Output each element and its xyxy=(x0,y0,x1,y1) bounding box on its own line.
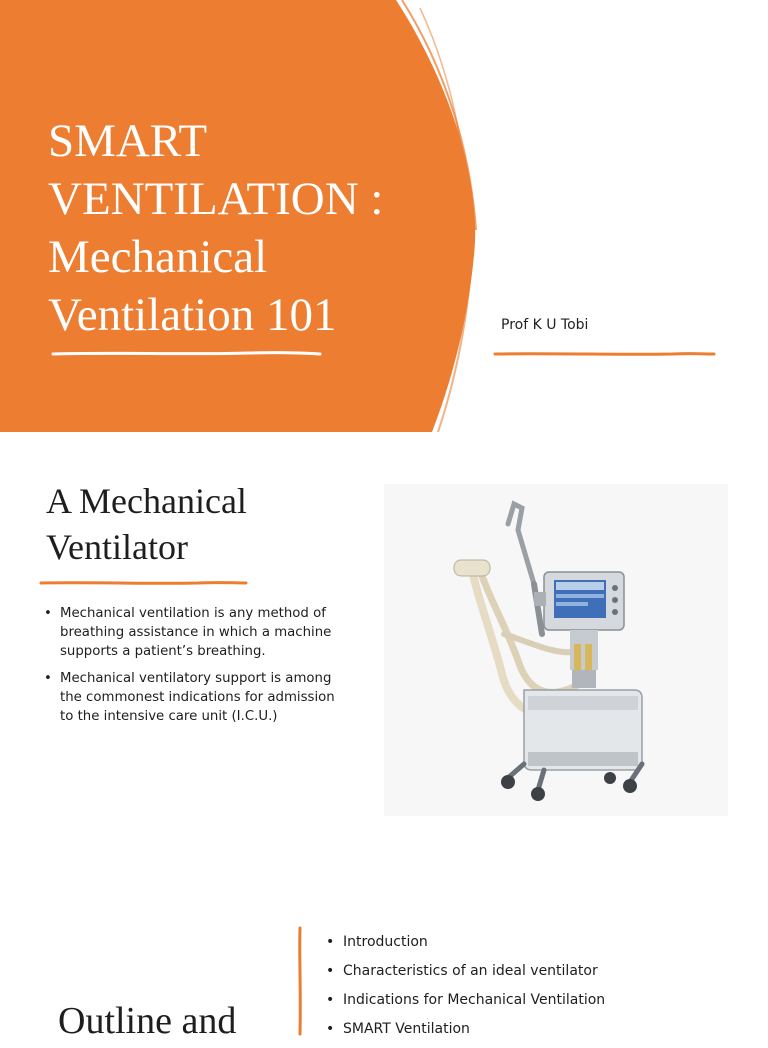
slide-mechanical-ventilator xyxy=(0,432,768,864)
outline-item: • Indications for Mechanical Ventilation xyxy=(326,990,746,1010)
vertical-divider xyxy=(294,926,306,1036)
outline-bullet-list xyxy=(326,932,746,1048)
bullet-list xyxy=(44,604,344,734)
outline-heading: Outline and xyxy=(58,1000,237,1042)
title-underline xyxy=(50,348,324,360)
author-underline xyxy=(492,348,718,360)
outline-item: • SMART Ventilation xyxy=(326,1019,746,1039)
outline-item: • Characteristics of an ideal ventilator xyxy=(326,961,746,981)
author-name: Prof K U Tobi xyxy=(501,317,589,333)
ventilator-photo xyxy=(384,484,728,816)
slide-heading: A Mechanical Ventilator xyxy=(46,481,247,567)
presentation-title: SMART VENTILATION : Mechanical Ventilation 101 xyxy=(48,115,384,341)
heading-underline xyxy=(38,578,250,588)
outline-item: • Introduction xyxy=(326,932,746,952)
bullet-item: • Mechanical ventilation is any method of breathing assistance in which a machine supports a patient’s breathing. xyxy=(44,604,344,661)
slide-title xyxy=(0,0,768,432)
slide-outline xyxy=(0,864,768,1042)
bullet-item: • Mechanical ventilatory support is among the commonest indications for admission to the intensive care unit (I.C.U.) xyxy=(44,669,344,726)
ventilator-illustration xyxy=(384,484,728,816)
